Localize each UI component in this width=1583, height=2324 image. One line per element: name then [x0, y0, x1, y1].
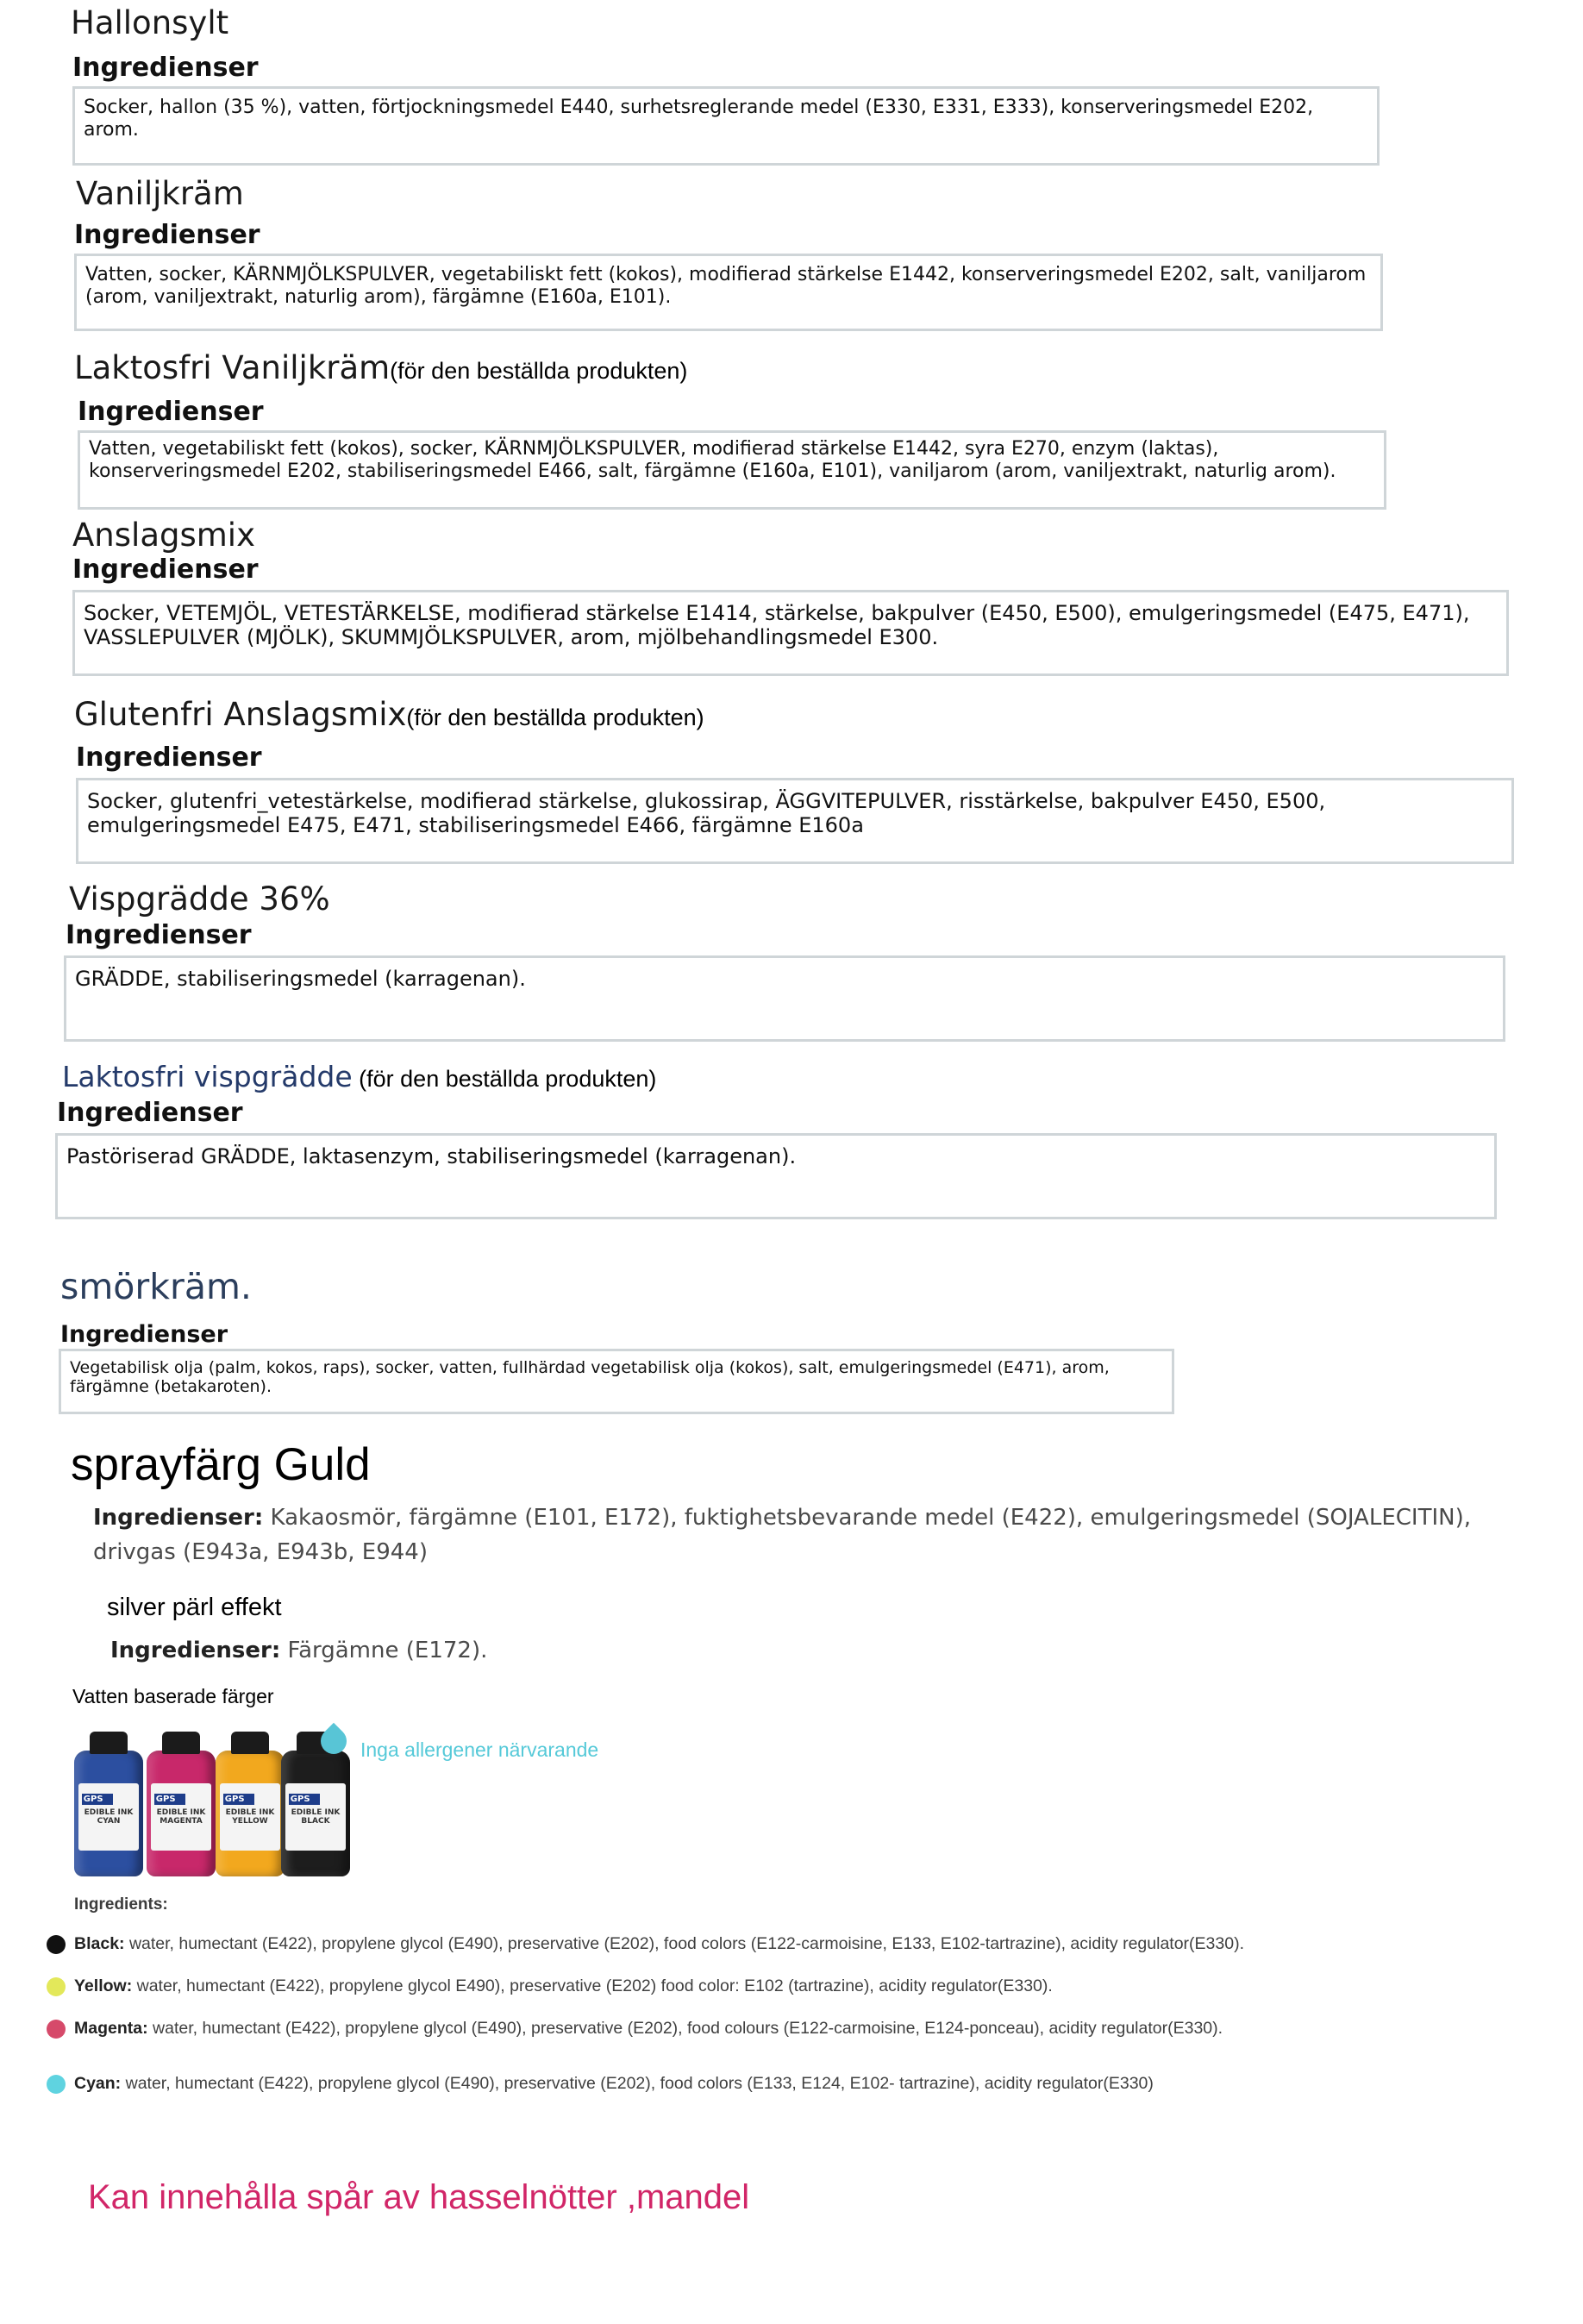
ingredients-label: Ingredienser — [72, 554, 259, 585]
color-line-black: Black: water, humectant (E422), propylene glycol (E490), preservative (E202), food colors (E122-carmoisine, E133, E102-tartrazine), acidity regulator(E330). — [74, 1934, 1244, 1953]
product-title-anslagsmix: Anslagsmix — [72, 517, 255, 554]
ingredients-box-laktosfri-vispgradde: Pastöriserad GRÄDDE, laktasenzym, stabiliseringsmedel (karragenan). — [55, 1133, 1497, 1219]
product-title-hallonsylt: Hallonsylt — [71, 4, 229, 41]
product-title-vaniljkram: Vaniljkräm — [76, 175, 244, 212]
spray-title: sprayfärg Guld — [71, 1439, 371, 1490]
allergen-note: Inga allergener närvarande — [360, 1738, 599, 1761]
ingredients-box-laktosfri-vaniljkram: Vatten, vegetabiliskt fett (kokos), socker, KÄRNMJÖLKSPULVER, modifierad stärkelse E1442, syra E270, enzym (laktas), konserveringsmedel E202, stabiliseringsmedel E466, salt, färgämne (E160a, E101), vaniljarom (arom, vaniljextrakt, naturlig arom). — [78, 430, 1386, 510]
color-line-yellow: Yellow: water, humectant (E422), propylene glycol E490), preservative (E202) food color: E102 (tartrazine), acidity regulator(E330). — [74, 1976, 1053, 1995]
ingredients-label: Ingredienser: — [93, 1505, 264, 1531]
ingredients-heading: Ingredients: — [74, 1895, 168, 1914]
silver-title: silver pärl effekt — [107, 1594, 282, 1621]
bottles-image — [74, 1725, 355, 1880]
product-title-laktosfri-vispgradde: Laktosfri vispgrädde (för den beställda produkten) — [62, 1060, 657, 1093]
silver-ingredients: Ingredienser: Färgämne (E172). — [110, 1638, 488, 1663]
cyan-dot-icon — [47, 2075, 66, 2094]
ingredients-box-vaniljkram: Vatten, socker, KÄRNMJÖLKSPULVER, vegetabiliskt fett (kokos), modifierad stärkelse E1442, konserveringsmedel E202, salt, vaniljarom (arom, vaniljextrakt, naturlig arom), färgämne (E160a, E101). — [74, 254, 1383, 331]
black-dot-icon — [47, 1935, 66, 1954]
product-note: (för den beställda produkten) — [352, 1066, 657, 1092]
ingredients-label: Ingredienser — [78, 397, 264, 427]
ingredients-box-anslagsmix: Socker, VETEMJÖL, VETESTÄRKELSE, modifierad stärkelse E1414, stärkelse, bakpulver (E450, E500), emulgeringsmedel (E475, E471), VASSLEPULVER (MJÖLK), SKUMMJÖLKSPULVER, arom, mjölbehandlingsmedel E300. — [72, 590, 1509, 676]
ingredients-label: Ingredienser — [60, 1321, 228, 1348]
yellow-dot-icon — [47, 1977, 66, 1996]
spray-ingredients: Ingredienser: Kakaosmör, färgämne (E101, E172), fuktighetsbevarande medel (E422), emulgeringsmedel (SOJALECITIN), drivgas (E943a, E943b, E944) — [93, 1505, 1471, 1565]
ingredients-label: Ingredienser — [57, 1098, 243, 1128]
ingredients-box-vispgradde: GRÄDDE, stabiliseringsmedel (karragenan). — [64, 955, 1505, 1042]
ingredients-box-hallonsylt: Socker, hallon (35 %), vatten, förtjockningsmedel E440, surhetsreglerande medel (E330, E331, E333), konserveringsmedel E202, arom. — [72, 86, 1380, 166]
ingredients-label: Ingredienser — [74, 220, 260, 250]
product-note: (för den beställda produkten) — [406, 705, 704, 730]
product-title-vispgradde: Vispgrädde 36% — [69, 880, 330, 918]
magenta-dot-icon — [47, 2020, 66, 2039]
bottle-yellow: GPS EDIBLE INK YELLOW — [216, 1751, 285, 1876]
ingredients-label: Ingredienser — [72, 53, 259, 83]
ingredients-label: Ingredienser — [76, 742, 262, 773]
ingredients-box-smorkram: Vegetabilisk olja (palm, kokos, raps), socker, vatten, fullhärdad vegetabilisk olja (kokos), salt, emulgeringsmedel (E471), arom, färgämne (betakaroten). — [59, 1349, 1174, 1414]
product-title-laktosfri-vaniljkram: Laktosfri Vaniljkräm(för den beställda produkten) — [74, 349, 688, 386]
ingredients-label: Ingredienser — [66, 920, 252, 950]
water-colors-title: Vatten baserade färger — [72, 1685, 274, 1707]
product-title-glutenfri-anslagsmix: Glutenfri Anslagsmix(för den beställda produkten) — [74, 696, 704, 733]
color-line-cyan: Cyan: water, humectant (E422), propylene glycol (E490), preservative (E202), food colors (E133, E124, E102- tartrazine), acidity regulator(E330) — [74, 2074, 1154, 2093]
color-line-magenta: Magenta: water, humectant (E422), propylene glycol (E490), preservative (E202), food colours (E122-carmoisine, E124-ponceau), acidity regulator(E330). — [74, 2019, 1223, 2038]
bottle-cyan: GPS EDIBLE INK CYAN — [74, 1751, 143, 1876]
bottle-black: GPS EDIBLE INK BLACK — [281, 1751, 350, 1876]
ingredients-label: Ingredienser: — [110, 1638, 281, 1663]
ingredients-box-glutenfri-anslagsmix: Socker, glutenfri_vetestärkelse, modifierad stärkelse, glukossirap, ÄGGVITEPULVER, risstärkelse, bakpulver E450, E500, emulgeringsmedel E475, E471, stabiliseringsmedel E466, färgämne E160a — [76, 778, 1514, 864]
bottle-magenta: GPS EDIBLE INK MAGENTA — [147, 1751, 216, 1876]
product-title-smorkram: smörkräm. — [60, 1266, 252, 1307]
product-note: (för den beställda produkten) — [390, 358, 688, 384]
allergen-warning: Kan innehålla spår av hasselnötter ,mandel — [88, 2178, 750, 2216]
